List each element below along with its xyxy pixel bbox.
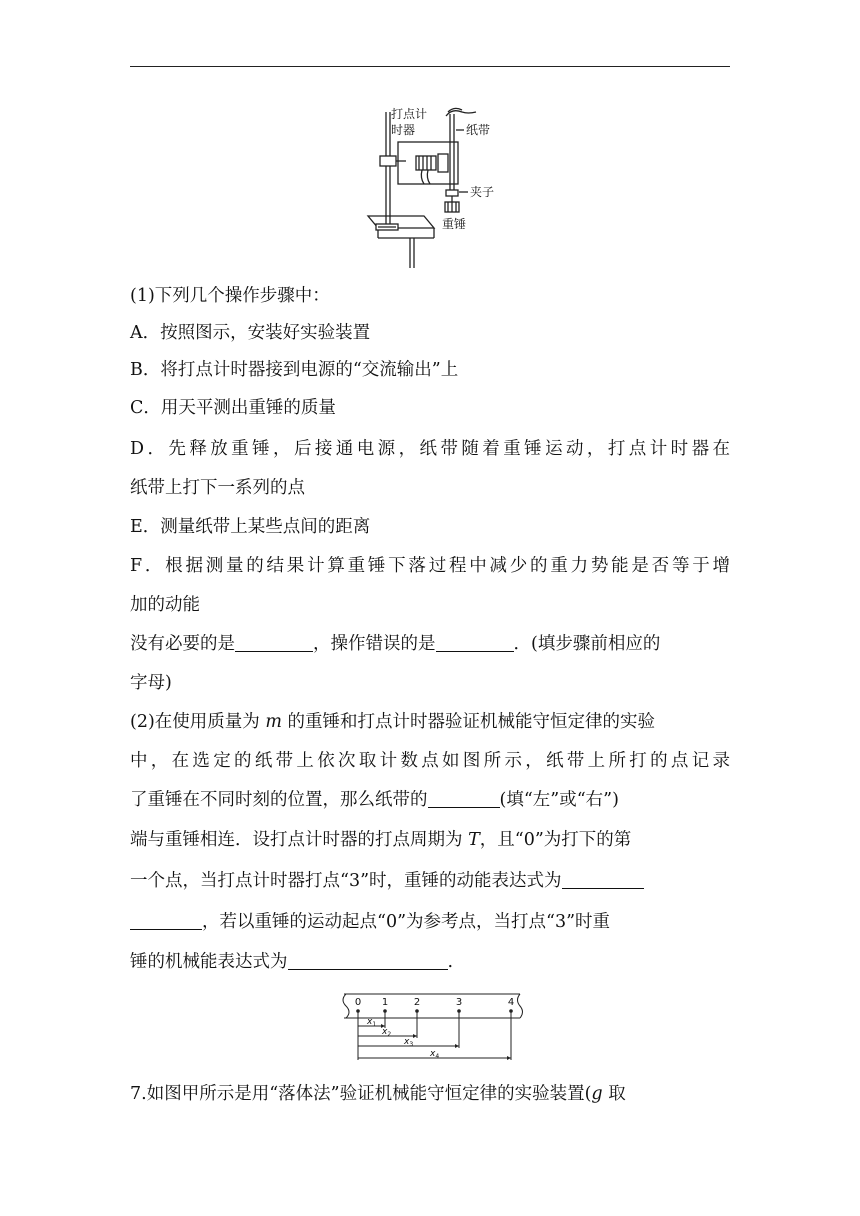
tape-dot-3: [457, 1009, 461, 1013]
tape-figure: [340, 990, 524, 1070]
point-label-4: 4: [507, 997, 515, 1008]
tape-dot-0: [356, 1009, 360, 1013]
g-symbol: g: [591, 1084, 603, 1104]
point-label-2: 2: [413, 997, 421, 1008]
answer-blank-unnecessary[interactable]: [235, 633, 313, 652]
q1-ask-c: ．(填步骤前相应的: [513, 634, 661, 654]
q2-line4-b: ，且“0”为打下的第: [479, 830, 632, 850]
q2-line1-b: 的重锤和打点计时器验证机械能守恒定律的实验: [281, 712, 656, 732]
label-timer-1: 打点计: [391, 107, 428, 121]
q1-step-d-line1: D．先释放重锤，后接通电源，纸带随着重锤运动，打点计时器在: [130, 439, 730, 459]
q1-ask-b: ，操作错误的是: [313, 634, 436, 654]
q2-line3-b: (填“左”或“右”): [499, 790, 619, 810]
q2-line7: [130, 950, 730, 974]
q1-ask-line2: 字母): [130, 673, 172, 693]
q2-line3-a: 了重锤在不同时刻的位置，那么纸带的: [130, 790, 428, 810]
label-weight: 重锤: [442, 217, 467, 231]
q1-intro: (1)下列几个操作步骤中：: [130, 286, 330, 306]
point-label-0: 0: [354, 997, 362, 1008]
q1-step-f-line2: 加的动能: [130, 595, 200, 615]
point-label-1: 1: [381, 997, 389, 1008]
tape-dot-2: [415, 1009, 419, 1013]
answer-blank-kinetic-energy-cont[interactable]: [130, 911, 202, 930]
q2-line5-text: 一个点，当打点计时器打点“3”时，重锤的动能表达式为: [130, 871, 562, 891]
q2-line6: [130, 910, 730, 934]
label-clip: 夹子: [470, 185, 495, 199]
q1-step-c: C．用天平测出重锤的质量: [130, 398, 336, 418]
period-symbol: T: [468, 830, 480, 850]
q1-step-d-line2: 纸带上打下一系列的点: [130, 478, 305, 498]
q2-line2: 中，在选定的纸带上依次取计数点如图所示，纸带上所打的点记录: [130, 751, 730, 771]
q2-line7-b: .: [447, 952, 454, 972]
q2-line7-a: 锤的机械能表达式为: [130, 952, 288, 972]
clip: [446, 190, 458, 196]
apparatus-figure: [366, 104, 496, 270]
q2-line1-a: (2)在使用质量为: [130, 712, 266, 732]
label-tape: 纸带: [466, 123, 491, 137]
tape-dot-4: [509, 1009, 513, 1013]
dist-label-x4: $x_4$: [430, 1049, 440, 1060]
q1-step-e: E．测量纸带上某些点间的距离: [130, 517, 371, 537]
answer-blank-tape-end[interactable]: [428, 789, 500, 808]
dist-label-x1: $x_1$: [367, 1017, 377, 1028]
q2-line3: [130, 788, 730, 812]
q2-line1: [130, 710, 730, 734]
tape-dot-1: [383, 1009, 387, 1013]
label-timer-2: 时器: [391, 123, 416, 137]
q2-line6-text: ，若以重锤的运动起点“0”为参考点，当打点“3”时重: [202, 912, 611, 932]
q2-line5: [130, 869, 730, 893]
answer-blank-kinetic-energy[interactable]: [562, 870, 644, 889]
answer-blank-mechanical-energy[interactable]: [288, 951, 448, 970]
dist-label-x2: $x_2$: [382, 1027, 392, 1038]
q1-ask-a: 没有必要的是: [130, 634, 235, 654]
q2-line4-a: 端与重锤相连．设打点计时器的打点周期为: [130, 830, 469, 850]
q7-text-a: 7.如图甲所示是用“落体法”验证机械能守恒定律的实验装置(: [130, 1084, 592, 1104]
q1-ask-line1: [130, 632, 730, 656]
mass-symbol: m: [265, 712, 282, 732]
dist-label-x3: $x_3$: [404, 1037, 414, 1048]
q1-step-f-line1: F．根据测量的结果计算重锤下落过程中减少的重力势能是否等于增: [130, 556, 730, 576]
q7-line1: [130, 1082, 730, 1106]
point-label-3: 3: [455, 997, 463, 1008]
q7-text-b: 取: [602, 1084, 626, 1104]
header-rule: [130, 66, 730, 67]
answer-blank-wrong-step[interactable]: [436, 633, 514, 652]
q1-step-b: B．将打点计时器接到电源的“交流输出”上: [130, 360, 459, 380]
q1-step-a: A．按照图示，安装好实验装置: [130, 323, 371, 343]
q2-line4: [130, 828, 730, 852]
